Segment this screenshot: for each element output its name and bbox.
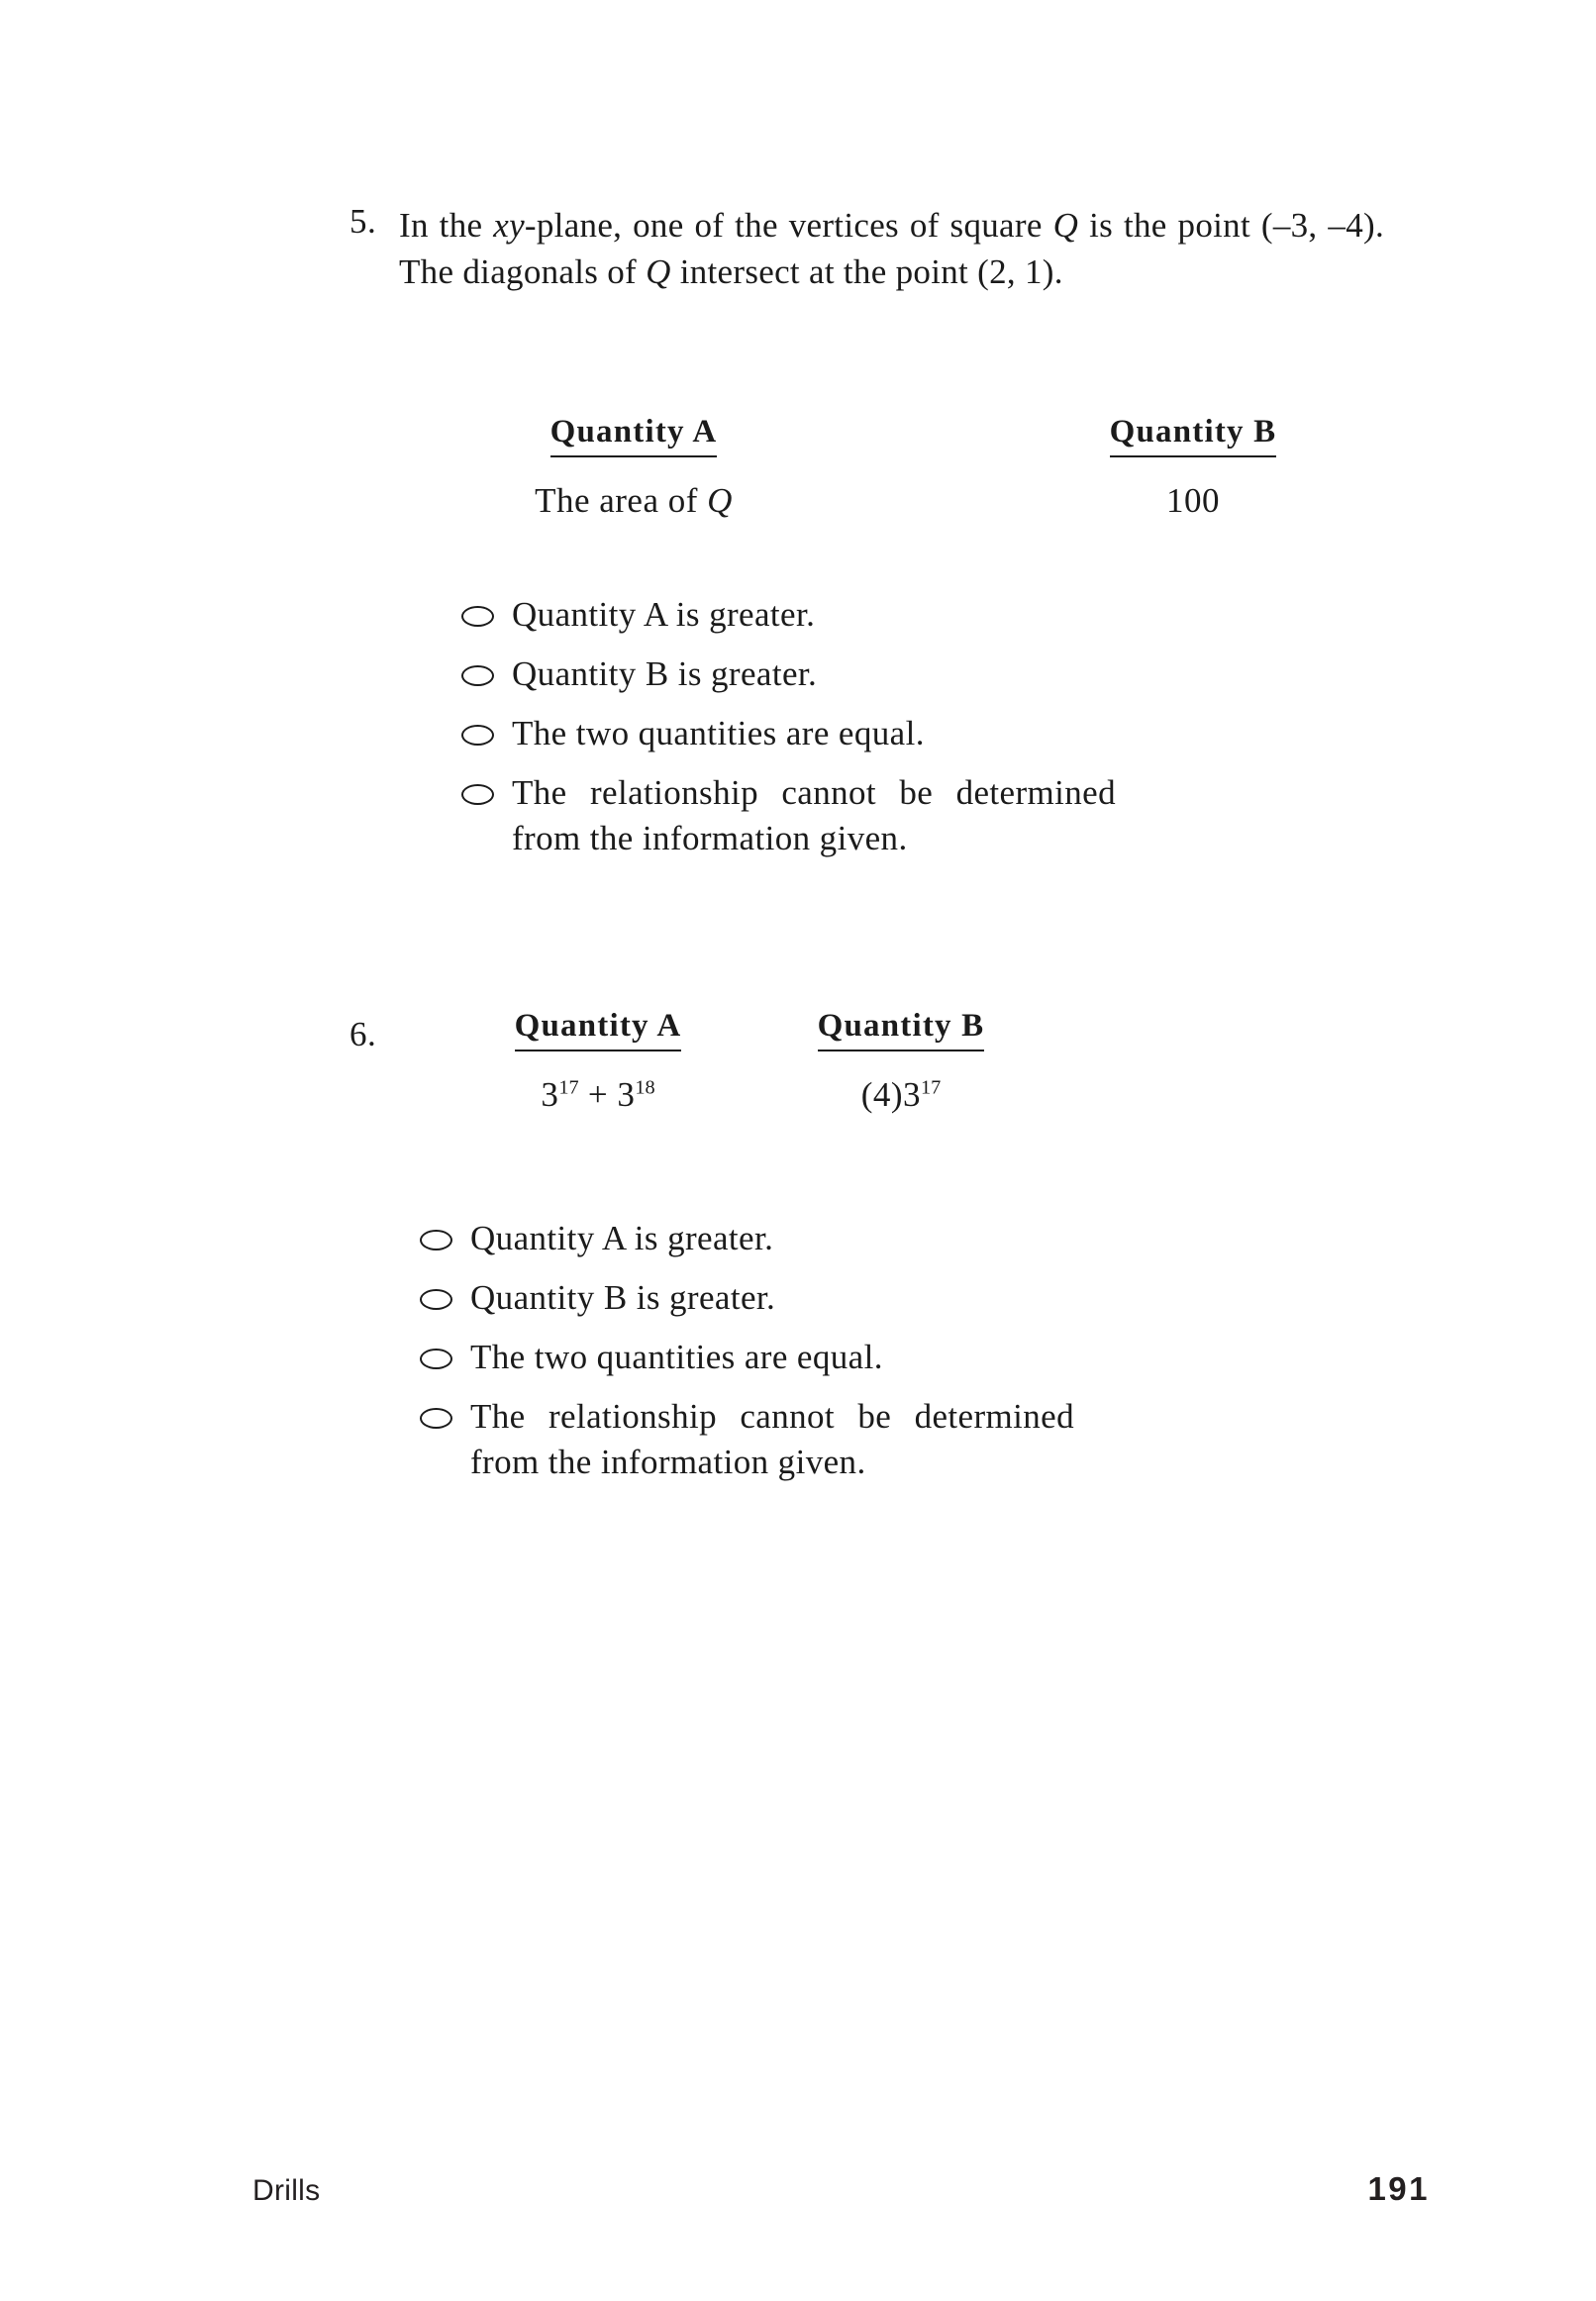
qa-operator: +	[578, 1075, 618, 1114]
question-5-quantity-a-column	[426, 414, 842, 521]
qa-base-2: 3	[617, 1075, 636, 1114]
stem-italic-q-2: Q	[646, 252, 671, 291]
radio-oval-icon[interactable]	[461, 784, 494, 805]
question-5-stem	[399, 202, 1384, 295]
footer-section-label: Drills	[252, 2174, 321, 2207]
radio-oval-icon[interactable]	[420, 1349, 452, 1369]
radio-oval-icon[interactable]	[420, 1289, 452, 1310]
choice-option[interactable]	[461, 770, 1352, 861]
question-6-number: 6.	[349, 1015, 377, 1053]
stem-text-1: In the	[399, 206, 494, 245]
choice-label: The two quantities are equal.	[470, 1338, 883, 1376]
question-5-quantity-table	[426, 414, 1416, 521]
quantity-b-header: Quantity B	[818, 1008, 985, 1051]
choice-label: Quantity B is greater.	[512, 654, 818, 693]
choice-option[interactable]	[461, 711, 1352, 756]
qa-exponent-1: 17	[558, 1076, 579, 1099]
radio-oval-icon[interactable]	[420, 1408, 452, 1429]
choice-label: Quantity A is greater.	[512, 595, 816, 634]
radio-oval-icon[interactable]	[461, 665, 494, 686]
quantity-a-value	[468, 1075, 728, 1115]
choice-option[interactable]	[420, 1275, 1311, 1321]
choice-option[interactable]	[461, 651, 1352, 697]
question-5-quantity-b-column	[985, 414, 1401, 521]
radio-oval-icon[interactable]	[420, 1230, 452, 1251]
radio-oval-icon[interactable]	[461, 725, 494, 746]
radio-oval-icon[interactable]	[461, 606, 494, 627]
choice-option[interactable]	[420, 1394, 1311, 1485]
question-6-choices	[420, 1216, 1311, 1499]
qb-coefficient: (4)	[860, 1075, 904, 1114]
quantity-a-header: Quantity A	[515, 1008, 682, 1051]
quantity-b-value	[771, 1075, 1031, 1115]
qb-base: 3	[903, 1075, 922, 1114]
stem-text-4: intersect at the point (2, 1).	[670, 252, 1063, 291]
question-6-quantity-a-column	[468, 1008, 728, 1115]
choice-label: The two quantities are equal.	[512, 714, 925, 752]
quantity-b-header: Quantity B	[1110, 414, 1277, 457]
stem-italic-xy: xy	[493, 206, 525, 245]
page-number: 191	[1367, 2170, 1430, 2207]
qa-exponent-2: 18	[635, 1076, 655, 1099]
question-5-number: 5.	[349, 202, 377, 241]
choice-label: Quantity A is greater.	[470, 1219, 774, 1257]
stem-text-2: -plane, one of the vertices of square	[524, 206, 1053, 245]
choice-option[interactable]	[420, 1216, 1311, 1261]
qa-base-1: 3	[541, 1075, 559, 1114]
question-5-choices	[461, 592, 1352, 875]
stem-italic-q-1: Q	[1052, 206, 1079, 245]
quantity-b-value: 100	[1166, 481, 1220, 520]
choice-label: The relationship cannot be determined from the information given.	[512, 773, 1116, 857]
choice-option[interactable]	[461, 592, 1352, 638]
choice-label: The relationship cannot be determined from the information given.	[470, 1397, 1074, 1481]
choice-label: Quantity B is greater.	[470, 1278, 776, 1317]
quantity-a-text: The area of	[535, 481, 708, 520]
choice-option[interactable]	[420, 1335, 1311, 1380]
quantity-a-value	[426, 481, 842, 521]
quantity-a-header: Quantity A	[550, 414, 718, 457]
question-6-quantity-b-column	[771, 1008, 1031, 1115]
stem-text-3: is the point (–3, –4). The diagonals of	[399, 206, 1384, 291]
qb-exponent: 17	[921, 1076, 942, 1099]
question-6-quantity-table	[468, 1008, 1458, 1115]
quantity-a-variable: Q	[707, 481, 733, 520]
